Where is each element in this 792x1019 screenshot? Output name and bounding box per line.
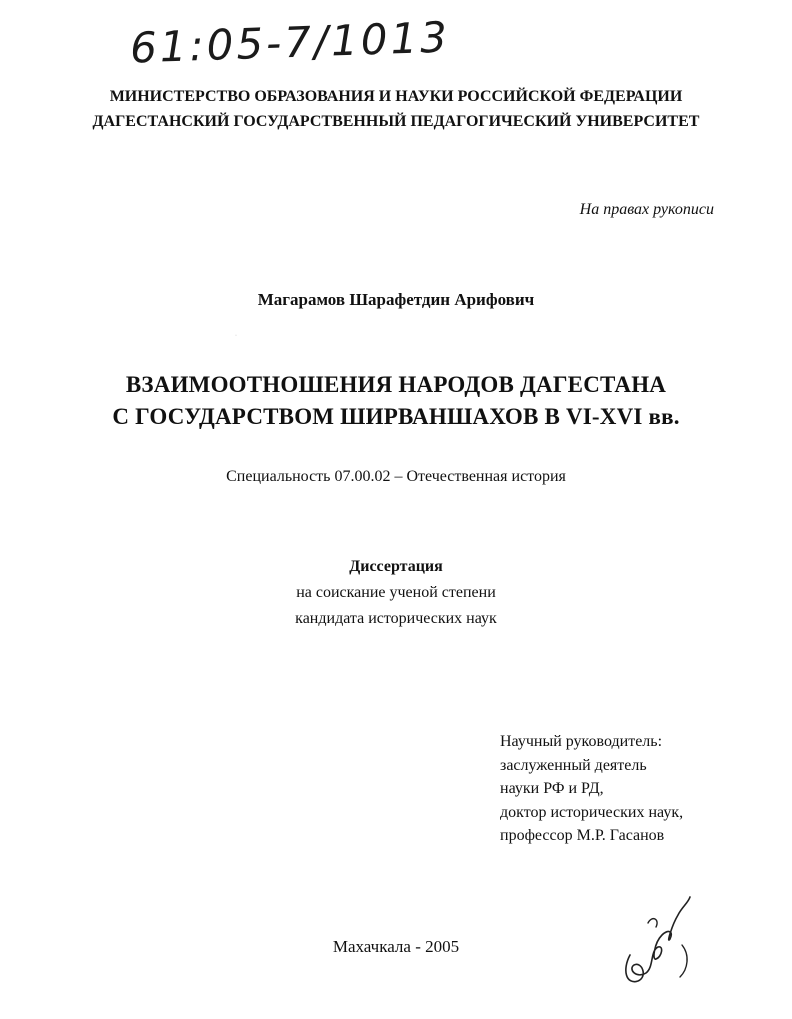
author-name: Магарамов Шарафетдин Арифович [257,290,535,309]
dissertation-title-line-2: С ГОСУДАРСТВОМ ШИРВАНШАХОВ В VI-XVI вв. [112,404,680,429]
specialty-line: Специальность 07.00.02 – Отечественная история [226,468,566,485]
degree-line-2: кандидата исторических наук [295,610,497,627]
dissertation-title-line-1: ВЗАИМООТНОШЕНИЯ НАРОДОВ ДАГЕСТАНА [125,372,667,397]
dissertation-label: Диссертация [349,558,443,575]
degree-line-1: на соискание ученой степени [296,584,496,601]
manuscript-rights-note: На правах рукописи [579,201,714,218]
city-year: Махачкала - 2005 [332,937,460,956]
ministry-heading: МИНИСТЕРСТВО ОБРАЗОВАНИЯ И НАУКИ РОССИЙСКОЙ ФЕДЕРАЦИИ [109,88,683,105]
supervisor-line: доктор исторических наук, [500,803,684,821]
handwritten-catalog-code: 61:05-7/1013 [129,12,451,73]
scan-speckle: · [235,333,237,339]
supervisor-line: профессор М.Р. Гасанов [500,827,665,844]
supervisor-block [500,730,683,848]
supervisor-line: науки РФ и РД, [500,780,604,797]
university-heading: ДАГЕСТАНСКИЙ ГОСУДАРСТВЕННЫЙ ПЕДАГОГИЧЕСКИЙ УНИВЕРСИТЕТ [92,113,700,130]
supervisor-line: заслуженный деятель [500,756,647,774]
supervisor-line: Научный руководитель: [500,733,663,750]
